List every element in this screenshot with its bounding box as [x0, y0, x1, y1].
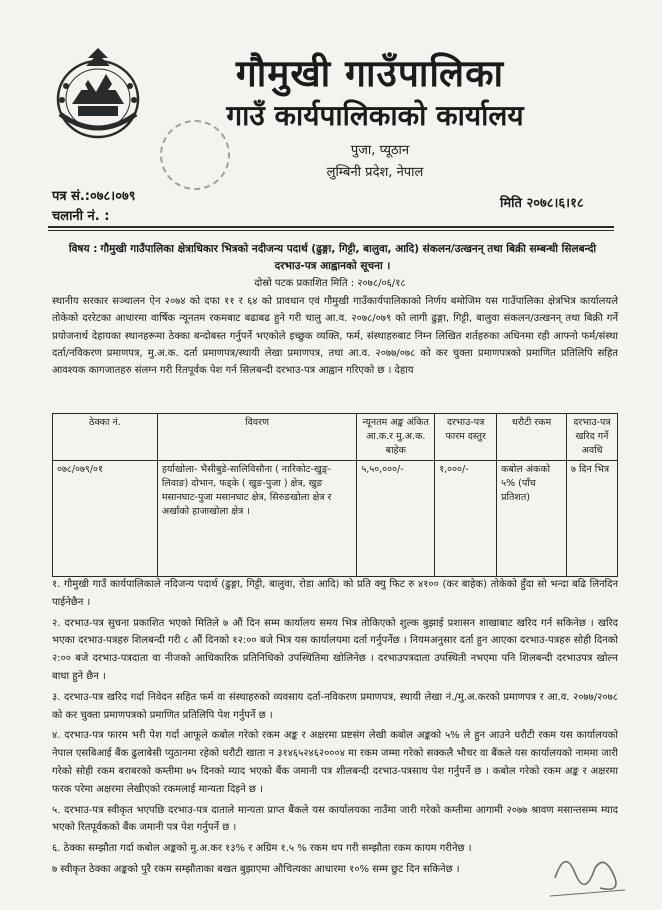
- term-6: ६. ठेक्का सम्झौता गर्दा कबोल अङ्कको मु.अ.कर १३% र अग्रिम १.५ % रकम थप गरी सम्झौता रकम कायम गरीनेछ ।: [52, 843, 472, 855]
- term-1: १. गौमुखी गाउँ कार्यपालिकाले नदिजन्य पदार्थ (ढुङ्गा, गिट्टी, बालुवा, रोडा आदि) को प्रति क्यु फिट रु ४१०० (कर बाहेक) तोकेको हुँदा सो भन्दा बढि लिनदिन पाईनेछैन ।: [52, 579, 618, 608]
- notice-body: स्थानीय सरकार सञ्चालन ऐन २०७४ को दफा ११ र ६४ को प्रावधान एवं गौमुखी गाउँकार्यपालिकाको निर्णय बमोजिम यस गाउँपालिका क्षेत्रभित्र कार्यालयले तोकेको दररेटका आधारमा वार्षिक न्यूनतम रकमबाट बढाबढ हुने गरी चालु आ.व. २०७८/०७९ को लागी ढुङ्गा, गिट्टी, बालुवा संकलन/उत्खनन् तथा बिक्री गर्ने प्रयोजनार्थ देहायका स्थानहरूमा ठेक्का बन्दोबस्त गर्नुपर्ने भएकोले इच्छुक व्यक्ति, फर्म, संस्थाहरुबाट निम्न लिखित शर्तहरुका अधिनमा रही आफ्नो फर्म/संस्था दर्ता/नविकरण प्रमाणपत्र, मु.अ.क. दर्ता प्रमाणपत्र/स्थायी लेखा प्रमाणपत्र, तथा आ.व. २०७७/०७८ को कर चुक्ता प्रमाणपत्रको प्रमाणित प्रतिलिपि सहित आवश्यक कागजातहरु संलग्न गरी रितपूर्वक पेश गर्न सिलबन्दी दरभाउ-पत्र आह्वान गरिएको छ । देहाय: [52, 296, 618, 377]
- chalani-number: चलानी नं. :: [52, 209, 110, 224]
- table-header-row: [53, 414, 618, 461]
- col-deposit: धरौटी रकम: [497, 414, 567, 461]
- nepal-emblem-icon: [50, 44, 146, 144]
- term-3: ३. दरभाउ-पत्र खरिद गर्दा निवेदन सहित फर्म वा संस्थाहरुको व्यवसाय दर्ता-नविकरण प्रमाणपत्र, स्थायी लेखा नं./मु.अ.करको प्रमाणपत्र र आ.व. २०७७/२०७८ को कर चुक्ता प्रमाणपत्रको प्रमाणित प्रतिलिपि पेश गर्नुपर्ने छ ।: [52, 691, 618, 721]
- term-2: २. दरभाउ-पत्र सुचना प्रकाशित भएको मितिले ७ औं दिन सम्म कार्यालय समय भित्र तोकिएको शुल्क बुझाई प्रशासन शाखाबाट खरिद गर्न सकिनेछ । खरिद भएका दरभाउ-पत्रहरु शिलबन्दी गरी ८ औं दिनको १२:०० बजे भित्र यस कार्यालयमा दर्ता गर्नुपर्नेछ । नियमअनुसार दर्ता हुन आएका दरभाउ-पत्रहरु सोही दिनको २:०० बजे दरभाउ-पत्रदाता वा नीजको आधिकारिक प्रतिनिधिको उपस्थितिमा खोलिनेछ । दरभाउपत्रदाता उपस्थिती नभएमा पनि शिलबन्दी दरभाउपत्र खोल्न बाधा हुने छैन ।: [52, 617, 618, 682]
- cell-deposit: कबोल अंकको ५% (पाँच प्रतिशत): [497, 461, 567, 577]
- subject-label: विषय :: [68, 243, 98, 255]
- term-5: ५. दरभाउ-पत्र स्वीकृत भएपछि दरभाउ-पत्र दाताले मान्यता प्राप्त बैंकले यस कार्यालयका नाउँमा जारी गरेको कम्तीमा आगामी २०७७ श्रावण मसान्तसम्म म्याद भएको रितपूर्वकको बैंक जमानी पत्र पेश गर्नुपर्ने छ ।: [52, 804, 618, 834]
- col-form-fee: दरभाउ-पत्र फारम दस्तुर: [435, 414, 497, 461]
- office-title: गाउँ कार्यपालिकाको कार्यालय: [226, 99, 524, 132]
- signature-mark: [545, 838, 635, 908]
- letter-date: मिति २०७८।६।१८: [500, 196, 584, 211]
- terms-list: [52, 576, 618, 882]
- subject-text: गौमुखी गाउँपालिका क्षेत्राधिकार भित्रको नदीजन्य पदार्थ (ढुङ्गा, गिट्टी, बालुवा, आदि) संकलन/उत्खनन् तथा बिक्री सम्बन्धी सिलबन्दी दरभाउ-पत्र आह्वानको सूचना ।: [100, 243, 597, 272]
- subject-line: [55, 241, 610, 275]
- cell-min-amount: ५,५०,०००/-: [357, 461, 435, 577]
- term-4: ४. दरभाउ-पत्र फारम भरी पेश गर्दा आफूले कबोल गरेको रकम अङ्क र अक्षरमा प्रष्टसंग लेखी कबोल अङ्कको ५% ले हुन आउने धरौटी रकम यस कार्यालयको नेपाल एसबिआई बैंक ढुलाबेसी प्युठानमा रहेको धरौटी खाता न ३१४६५२४६२०००४ मा रकम जम्मा गरेको सक्कलै भौचर वा बैंकले यस कार्यालयको नाममा जारी गरेको सोही रकम बराबरको कम्तीमा ७५ दिनको म्याद भएको बैंक जमानी पत्र शीलबन्दी दरभाउ-पत्रसाथ पेश गर्नुपर्ने छ । कबोल गरेको रकम अङ्क र अक्षरमा फरक परेमा अक्षरमा लेखीएको रकमलाई मान्यता दिइने छ ।: [52, 730, 618, 795]
- header-divider-thin: [48, 230, 614, 231]
- col-contract-no: ठेक्का नं.: [53, 414, 158, 461]
- cell-form-fee: १,०००/-: [435, 461, 497, 577]
- address-line-2: लुम्बिनी प्रदेश, नेपाल: [326, 165, 424, 180]
- municipality-title: गौमुखी गाउँपालिका: [235, 52, 505, 95]
- reference-number: पत्र सं.:०७८।०७९: [52, 189, 136, 204]
- cell-description: हर्याखोला- भैसीबुडे-सालिविसौना ( नारिकोट-खुङ्-लिवाङ) दोभान, फड्के ( खुङ-पुजा ) क्षेत्र, खुङ मसानघाट-पुजा मसानघाट क्षेत्र, सिरुङखोला क्षेत्र र अर्खाको हाजाखोला क्षेत्र ।: [157, 461, 356, 577]
- address-line-1: पुजा, प्यूठान: [350, 143, 410, 158]
- table-row: [53, 461, 618, 577]
- term-7: ७ स्वीकृत ठेक्का अङ्कको पुरै रकम सम्झौताका बखत बुझाएमा औचित्यका आधारमा १०% सम्म छुट दिन सकिनेछ ।: [52, 863, 460, 875]
- col-purchase-period: दरभाउ-पत्र खरिद गर्ने अवधि: [567, 414, 618, 461]
- col-description: विवरण: [157, 414, 356, 461]
- contract-table: [52, 413, 618, 577]
- header-divider: [48, 226, 614, 228]
- col-min-amount: न्यूनतम अङ्क अंकित आ.क.र मु.अ.क. बाहेक: [357, 414, 435, 461]
- second-publication-date: दोस्रो पटक प्रकाशित मिति : २०७८/०६/१८: [254, 278, 406, 289]
- cell-contract-no: ०७८/०७९/०१: [53, 461, 158, 577]
- cell-purchase-period: ७ दिन भित्र: [567, 461, 618, 577]
